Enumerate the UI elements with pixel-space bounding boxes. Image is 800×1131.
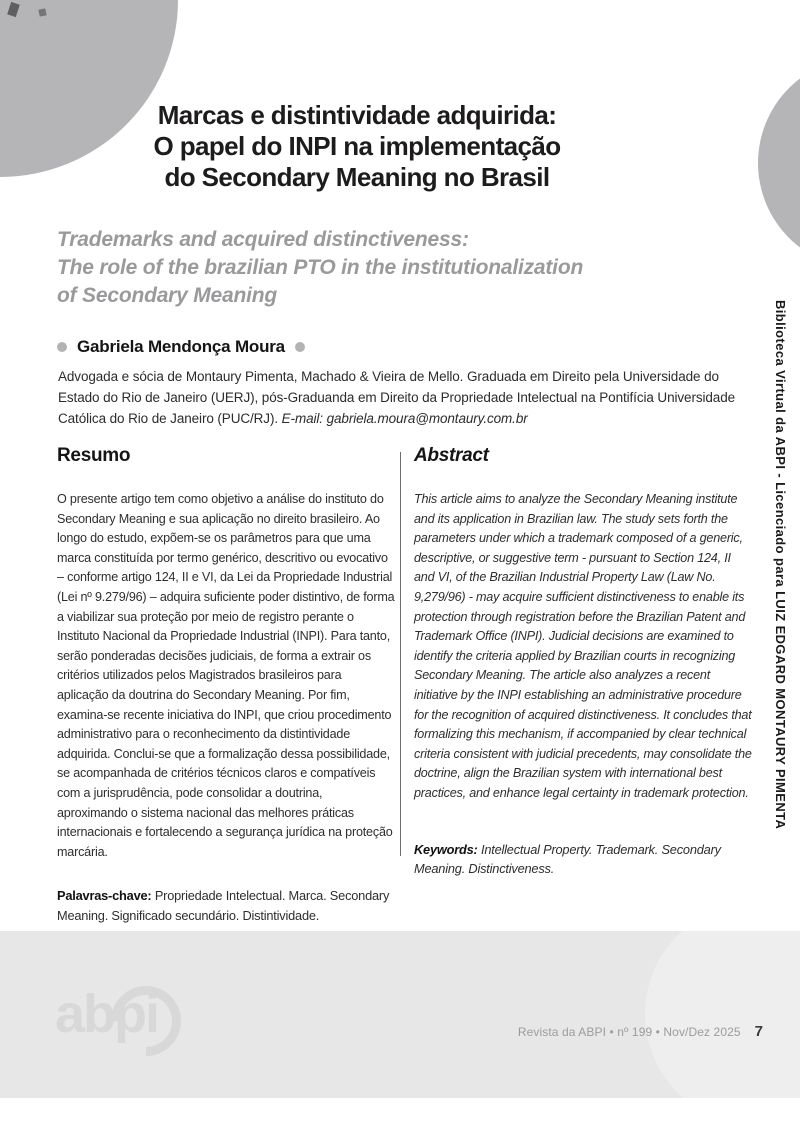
resumo-keywords-text: Propriedade Intelectual. Marca. Secondary Meaning. Significado secundário. Distintividade.: [57, 888, 390, 923]
article-subtitle-line-3: of Secondary Meaning: [57, 284, 278, 307]
resumo-keywords-label: Palavras-chave:: [57, 888, 152, 904]
resumo-column: [57, 445, 395, 925]
abpi-logo-text: abpi: [55, 984, 159, 1044]
scan-artifact-mark: [38, 8, 46, 16]
abstract-keywords-label: Keywords:: [414, 841, 478, 857]
top-right-circle-shape: [758, 57, 800, 269]
article-subtitle-english: [57, 226, 697, 310]
article-subtitle-line-1: Trademarks and acquired distinctiveness:: [57, 228, 469, 251]
abstract-body: This article aims to analyze the Secondary Meaning institute and its application in Brazilian law. The study sets forth the parameters under which a trademark composed of a generic, descriptive, or suggestive term - pursuant to Section 124, II and VI, of the Brazilian Industrial Property Law (Law No. 9,279/96) - may acquire sufficient distinctiveness to enable its protection through registration before the Brazilian Patent and Trademark Office (INPI). Judicial decisions are examined to identify the criteria applied by Brazilian courts in recognizing Secondary Meaning. The article also analyzes a recent initiative by the INPI establishing an administrative procedure for the recognition of acquired distinctiveness. It concludes that formalizing this mechanism, if accompanied by clear technical criteria consistent with judicial precedents, may consolidate the doctrine, align the Brazilian system with international best practices, and enhance legal certainty in trademark protection.: [414, 492, 752, 800]
resumo-heading: Resumo: [57, 445, 131, 466]
footer-circle-shape: [645, 931, 800, 1098]
author-bio-text: Advogada e sócia de Montaury Pimenta, Machado & Vieira de Mello. Graduada em Direito pela Universidade do Estado do Rio de Janeiro (UERJ), pós-Graduanda em Direito da Propriedade Intelectual na Pontifícia Universidade Católica do Rio de Janeiro (PUC/RJ).: [58, 369, 736, 426]
article-title-line-2: O papel do INPI na implementação: [153, 131, 561, 161]
article-subtitle-line-2: The role of the brazilian PTO in the institutionalization: [57, 256, 584, 279]
author-bio: [58, 366, 748, 429]
column-divider: [400, 452, 401, 856]
article-title-line-1: Marcas e distintividade adquirida:: [157, 100, 557, 130]
resumo-body: O presente artigo tem como objetivo a análise do instituto do Secondary Meaning e sua aplicação no direito brasileiro. Ao longo do estudo, expõem-se os parâmetros para que uma marca constituída por termo genérico, descritivo ou evocativo – conforme artigo 124, II e VI, da Lei da Propriedade Industrial (Lei nº 9.279/96) – adquira suficiente poder distintivo, de forma a viabilizar sua proteção por meio de registro perante o Instituto Nacional da Propriedade Industrial (INPI). Para tanto, serão ponderadas decisões judiciais, de forma a extrair os critérios utilizados pelos Magistrados brasileiros para aplicação da doutrina do Secondary Meaning. Por fim, examina-se recente iniciativa do INPI, que criou procedimento administrativo para o reconhecimento da distintividade adquirida. Conclui-se que a formalização dessa possibilidade, se acompanhada de critérios técnicos claros e compatíveis com a jurisprudência, pode consolidar a doutrina, aproximando o sistema nacional das melhores práticas internacionais e fortalecendo a segurança jurídica na proteção marcária.: [57, 492, 395, 859]
license-strip: Biblioteca Virtual da ABPI - Licenciado para LUIZ EDGARD MONTAURY PIMENTA: [773, 300, 788, 830]
abstract-column: [414, 445, 752, 879]
abstract-keywords-text: Intellectual Property. Trademark. Secondary Meaning. Distinctiveness.: [414, 841, 721, 877]
article-title-line-3: do Secondary Meaning no Brasil: [164, 162, 550, 192]
page-number: 7: [754, 1023, 763, 1040]
resumo-keywords: [57, 886, 395, 925]
abpi-logo: [55, 985, 215, 1065]
journal-reference: Revista da ABPI • nº 199 • Nov/Dez 2025: [517, 1025, 741, 1039]
article-title: [47, 100, 667, 193]
abstract-heading: Abstract: [414, 445, 489, 466]
author-bullet-icon: [57, 342, 67, 352]
footer-line: [518, 1023, 763, 1040]
author-name: Gabriela Mendonça Moura: [77, 337, 285, 356]
author-email: E-mail: gabriela.moura@montaury.com.br: [281, 411, 528, 426]
footer-band: [0, 931, 800, 1098]
author-row: [57, 337, 697, 357]
abstract-keywords: [414, 840, 752, 879]
author-bullet-icon: [295, 342, 305, 352]
